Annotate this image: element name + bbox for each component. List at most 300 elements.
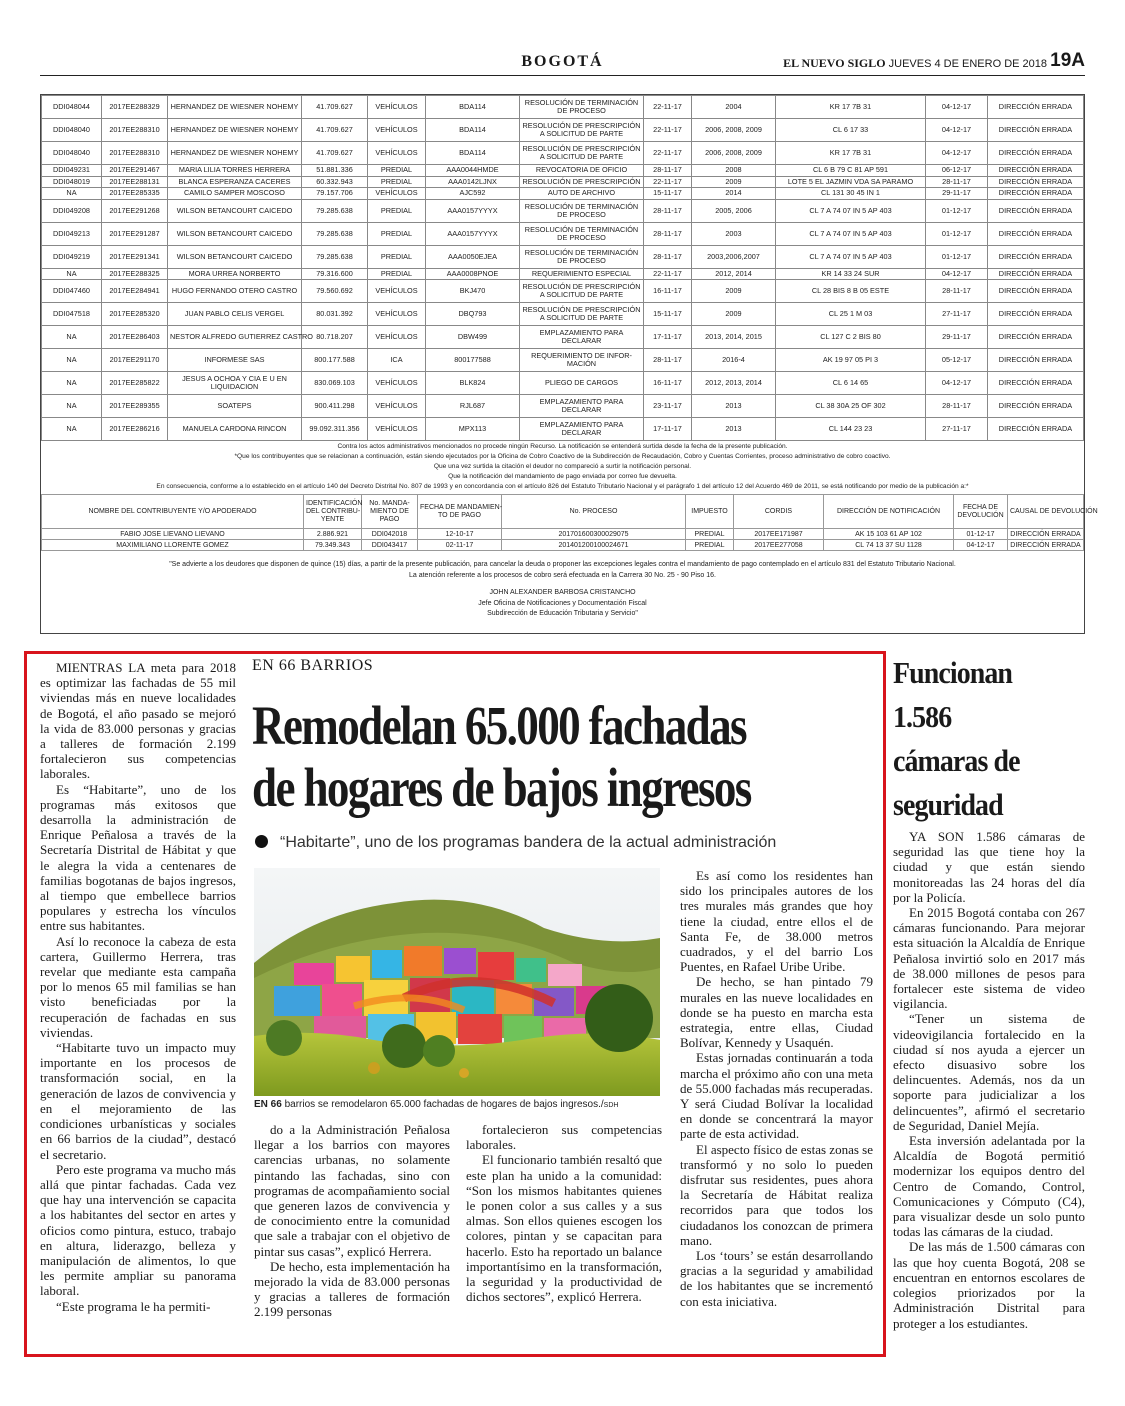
record-cell: VEHÍCULOS xyxy=(368,96,426,119)
paragraph: En 2015 Bogotá contaba con 267 cámaras funcionando. Para mejorar esta situación la Alcaldía de Enrique Peñalosa invirtió solo en 2017 más de 38.000 millones de pesos para fortalecer este sistema de video vigilancia. xyxy=(893,905,1085,1012)
record-cell: PREDIAL xyxy=(368,176,426,188)
returned-header-cell: IMPUESTO xyxy=(686,495,734,529)
record-cell: RESOLUCIÓN DE PRESCRIPCIÓN xyxy=(520,176,644,188)
records-table xyxy=(41,95,1084,441)
record-cell: 2008 xyxy=(692,165,776,177)
record-cell: 2017EE286403 xyxy=(102,326,168,349)
returned-cell: 201401200100024671 xyxy=(502,540,686,551)
record-cell: 800.177.588 xyxy=(302,349,368,372)
record-cell: 28-11-17 xyxy=(644,245,692,268)
record-cell: EMPLAZAMIENTO PARA DECLARAR xyxy=(520,418,644,441)
record-cell: AJC592 xyxy=(426,188,520,200)
record-cell: DIRECCIÓN ERRADA xyxy=(988,199,1084,222)
newspaper-name: EL NUEVO SIGLO xyxy=(783,56,886,70)
paragraph: Es “Habitarte”, uno de los programas más exitosos que desarrolla la administración de Enrique Peñalosa a través de la Secretaría Distrital de Hábitat y que le alegra la vida a centenares de familias bogotanas de bajos ingresos, al tiempo que embellece barrios populares y estrecha los vínculos entre sus habitantes. xyxy=(40,781,236,934)
record-cell: 2017EE289355 xyxy=(102,395,168,418)
record-cell: 2014 xyxy=(692,188,776,200)
record-row xyxy=(42,96,1084,119)
record-cell: 41.709.627 xyxy=(302,142,368,165)
record-cell: 99.092.311.356 xyxy=(302,418,368,441)
record-cell: 22-11-17 xyxy=(644,268,692,280)
returned-cell: DDI042018 xyxy=(362,529,418,540)
paragraph: MIENTRAS LA meta para 2018 es optimizar las fachadas de 55 mil viviendas más en nueve localidades de Bogotá, el año pasado se mejoró la vida de 83.000 personas y gracias a talleres de formación 2.199 fortalecieron sus competencias laborales. xyxy=(40,660,236,782)
record-cell: 2013 xyxy=(692,395,776,418)
record-cell: PREDIAL xyxy=(368,165,426,177)
record-cell: BLK824 xyxy=(426,372,520,395)
record-cell: 2017EE291170 xyxy=(102,349,168,372)
record-cell: 16-11-17 xyxy=(644,372,692,395)
returned-cell: 79.349.343 xyxy=(304,540,362,551)
returned-table xyxy=(41,494,1098,551)
tax-notice xyxy=(40,94,1098,634)
record-cell: 23-11-17 xyxy=(644,395,692,418)
record-cell: 28-11-17 xyxy=(644,165,692,177)
record-cell: RESOLUCIÓN DE TERMINACIÓN DE PROCESO xyxy=(520,199,644,222)
returned-cell: 01-12-17 xyxy=(954,529,1008,540)
record-cell: DDI049208 xyxy=(42,199,102,222)
record-cell: CL 6 B 79 C 81 AP 591 xyxy=(776,165,926,177)
record-cell: NESTOR ALFREDO GUTIERREZ CASTRO xyxy=(168,326,302,349)
returned-cell: 02-11-17 xyxy=(418,540,502,551)
returned-cell: 2.886.921 xyxy=(304,529,362,540)
record-cell: NA xyxy=(42,372,102,395)
record-row xyxy=(42,326,1084,349)
record-cell: DDI047460 xyxy=(42,280,102,303)
article-column-2 xyxy=(254,1122,450,1320)
returned-cell: PREDIAL xyxy=(686,529,734,540)
record-cell: AAA0157YYYX xyxy=(426,199,520,222)
returned-header-cell: FECHA DE DEVOLUCIÓN xyxy=(954,495,1008,529)
record-cell: CL 38 30A 25 OF 302 xyxy=(776,395,926,418)
record-row xyxy=(42,303,1084,326)
record-cell: NA xyxy=(42,418,102,441)
side-headline-line-1: Funcionan xyxy=(893,655,1013,690)
record-row xyxy=(42,245,1084,268)
record-cell: REQUERIMIENTO DE INFOR- MACIÓN xyxy=(520,349,644,372)
record-row xyxy=(42,165,1084,177)
record-cell: PREDIAL xyxy=(368,245,426,268)
record-cell: 2017EE286216 xyxy=(102,418,168,441)
record-cell: DDI049213 xyxy=(42,222,102,245)
record-cell: PLIEGO DE CARGOS xyxy=(520,372,644,395)
returned-header-cell: IDENTIFICACIÓN DEL CONTRIBU- YENTE xyxy=(304,495,362,529)
record-cell: 17-11-17 xyxy=(644,418,692,441)
record-cell: DIRECCIÓN ERRADA xyxy=(988,96,1084,119)
record-cell: 800177588 xyxy=(426,349,520,372)
record-cell: 2017EE285822 xyxy=(102,372,168,395)
record-cell: AAA0142LJNX xyxy=(426,176,520,188)
notice-line: En consecuencia, conforme a lo establecido en el artículo 140 del Decreto Distrital No. 807 de 1993 y en concordancia con el artículo 826 del Estatuto Tributario Nacional y el parágrafo 1 del artículo 12 del Acuerdo 469 de 2011, se está notificando por medio de la publicación a:* xyxy=(156,482,969,490)
notice-line: *Que los contribuyentes que se relacionan a continuación, están siendo ejecutados por la Oficina de Cobro Coactivo de la Subdirección de Recaudación, Cobro y Cuentas Corrientes, proceso administrativo de cobro coactivo. xyxy=(234,452,891,460)
record-row xyxy=(42,372,1084,395)
record-cell: 2006, 2008, 2009 xyxy=(692,119,776,142)
record-cell: 2012, 2013, 2014 xyxy=(692,372,776,395)
paragraph: fortalecieron sus competencias laborales. xyxy=(466,1122,662,1153)
record-cell: KR 17 7B 31 xyxy=(776,142,926,165)
record-cell: 27-11-17 xyxy=(926,418,988,441)
record-cell: DIRECCIÓN ERRADA xyxy=(988,280,1084,303)
record-cell: CL 144 23 23 xyxy=(776,418,926,441)
record-cell: 22-11-17 xyxy=(644,96,692,119)
record-cell: BDA114 xyxy=(426,119,520,142)
record-cell: AAA0050EJEA xyxy=(426,245,520,268)
record-cell: HUGO FERNANDO OTERO CASTRO xyxy=(168,280,302,303)
record-cell: 2017EE291287 xyxy=(102,222,168,245)
record-cell: DDI048044 xyxy=(42,96,102,119)
photo-caption xyxy=(254,1099,618,1110)
notice-line: Que la notificación del mandamiento de pago enviada por correo fue devuelta. xyxy=(448,472,677,480)
record-cell: 22-11-17 xyxy=(644,119,692,142)
record-cell: 29-11-17 xyxy=(926,326,988,349)
returned-cell: 12-10-17 xyxy=(418,529,502,540)
record-cell: NA xyxy=(42,268,102,280)
header-meta xyxy=(783,56,1047,71)
returned-row xyxy=(42,540,1084,551)
returned-header-cell: No. PROCESO xyxy=(502,495,686,529)
returned-row xyxy=(42,529,1084,540)
record-cell: 2006, 2008, 2009 xyxy=(692,142,776,165)
record-cell: AAA0157YYYX xyxy=(426,222,520,245)
record-cell: 28-11-17 xyxy=(926,280,988,303)
record-row xyxy=(42,142,1084,165)
page-header xyxy=(40,50,1085,76)
issue-date: JUEVES 4 DE ENERO DE 2018 xyxy=(888,58,1047,70)
record-cell: KR 14 33 24 SUR xyxy=(776,268,926,280)
record-cell: 28-11-17 xyxy=(644,222,692,245)
record-cell: 29-11-17 xyxy=(926,188,988,200)
record-row xyxy=(42,222,1084,245)
record-cell: REQUERIMIENTO ESPECIAL xyxy=(520,268,644,280)
record-row xyxy=(42,418,1084,441)
caption-lead: EN 66 xyxy=(254,1099,282,1110)
returned-cell: 04-12-17 xyxy=(954,540,1008,551)
record-cell: RESOLUCIÓN DE TERMINACIÓN DE PROCESO xyxy=(520,222,644,245)
article-headline xyxy=(252,695,760,819)
side-headline-line-4: seguridad xyxy=(893,787,1003,822)
record-cell: BKJ470 xyxy=(426,280,520,303)
record-cell: CL 131 30 45 IN 1 xyxy=(776,188,926,200)
paragraph: Pero este programa va mucho más allá que pintar fachadas. Cada vez que hay una intervención se capacita a los habitantes del sector en artes y oficios como pintura, estuco, trabajo en altura, liderazgo, belleza y manipulación de alimentos, lo que les permite ampliar su panorama laboral. xyxy=(40,1161,236,1299)
record-cell: 2017EE288310 xyxy=(102,142,168,165)
returned-header-row xyxy=(42,495,1084,529)
paragraph: “Habitarte tuvo un impacto muy importante en los procesos de transformación social, en la generación de lazos de convivencia y en el mejoramiento de las condiciones urbanísticas y sociales en 66 barrios de la ciudad”, destacó el secretario. xyxy=(40,1040,236,1162)
record-cell: VEHÍCULOS xyxy=(368,280,426,303)
returned-header-cell: No. MANDA- MIENTO DE PAGO xyxy=(362,495,418,529)
record-cell: 51.881.336 xyxy=(302,165,368,177)
notice-footer-line: "Se advierte a los deudores que disponen de quince (15) días, a partir de la presente publicación, para cancelar la deuda o proponer las excepciones legales contra el mandamiento de pago contemplado en el artículo 831 del Estatuto Tributario Nacional. xyxy=(169,561,956,569)
record-cell: 28-11-17 xyxy=(926,176,988,188)
returned-cell: FABIO JOSE LIEVANO LIEVANO xyxy=(42,529,304,540)
record-cell: 2016-4 xyxy=(692,349,776,372)
record-cell: 830.069.103 xyxy=(302,372,368,395)
headline-line-2: de hogares de bajos ingresos xyxy=(252,757,751,818)
record-cell: 2017EE291268 xyxy=(102,199,168,222)
section-name: BOGOTÁ xyxy=(521,53,604,70)
photo-credit: SDH xyxy=(603,1102,619,1109)
returned-cell: PREDIAL xyxy=(686,540,734,551)
record-cell: 41.709.627 xyxy=(302,96,368,119)
returned-header-cell: FECHA DE MANDAMIEN- TO DE PAGO xyxy=(418,495,502,529)
record-cell: LOTE 5 EL JAZMIN VDA SA PARAMO xyxy=(776,176,926,188)
record-cell: 15-11-17 xyxy=(644,303,692,326)
record-cell: DIRECCIÓN ERRADA xyxy=(988,418,1084,441)
record-cell: NA xyxy=(42,326,102,349)
record-cell: 28-11-17 xyxy=(644,199,692,222)
record-cell: ICA xyxy=(368,349,426,372)
record-cell: AUTO DE ARCHIVO xyxy=(520,188,644,200)
returned-cell: DIRECCIÓN ERRADA xyxy=(1008,529,1084,540)
paragraph: Esta inversión adelantada por la Alcaldía de Bogotá permitió modernizar los equipos dentro del Centro de Comando, Control, Comunicaciones y Cómputo (C4), para visualizar desde un solo punto todas las cámaras de la ciudad. xyxy=(893,1133,1085,1240)
record-cell: CL 28 BIS 8 B 05 ESTE xyxy=(776,280,926,303)
side-headline xyxy=(893,651,1073,827)
record-cell: MPX113 xyxy=(426,418,520,441)
record-cell: DBQ793 xyxy=(426,303,520,326)
record-cell: DIRECCIÓN ERRADA xyxy=(988,268,1084,280)
record-cell: CL 6 14 65 xyxy=(776,372,926,395)
notice-footer xyxy=(41,559,1084,582)
paragraph: De hecho, se han pintado 79 murales en las nueve localidades en donde se ha puesto en marcha esta estrategia, entre ellas, Ciudad Bolívar, Kennedy y Usaquén. xyxy=(680,974,873,1051)
record-cell: WILSON BETANCOURT CAICEDO xyxy=(168,245,302,268)
record-cell: 79.560.692 xyxy=(302,280,368,303)
record-cell: DDI048040 xyxy=(42,142,102,165)
record-cell: DDI048019 xyxy=(42,176,102,188)
returned-cell: MAXIMILIANO LLORENTE GOMEZ xyxy=(42,540,304,551)
record-cell: 22-11-17 xyxy=(644,142,692,165)
record-cell: WILSON BETANCOURT CAICEDO xyxy=(168,199,302,222)
colorful-hillside-houses-image xyxy=(254,868,660,1096)
record-cell: HERNANDEZ DE WIESNER NOHEMY xyxy=(168,119,302,142)
record-cell: NA xyxy=(42,349,102,372)
record-cell: 2017EE288325 xyxy=(102,268,168,280)
record-cell: AAA0008PNOE xyxy=(426,268,520,280)
record-cell: 04-12-17 xyxy=(926,372,988,395)
returned-header-cell: NOMBRE DEL CONTRIBUYENTE Y/O APODERADO xyxy=(42,495,304,529)
record-cell: 22-11-17 xyxy=(644,176,692,188)
notice-line: Que una vez surtida la citación el deudor no compareció a surtir la notificación personal. xyxy=(433,462,692,470)
record-cell: VEHÍCULOS xyxy=(368,326,426,349)
record-cell: 60.332.943 xyxy=(302,176,368,188)
record-cell: DIRECCIÓN ERRADA xyxy=(988,142,1084,165)
record-cell: SOATEPS xyxy=(168,395,302,418)
record-cell: DIRECCIÓN ERRADA xyxy=(988,119,1084,142)
record-cell: 04-12-17 xyxy=(926,142,988,165)
record-cell: 01-12-17 xyxy=(926,199,988,222)
record-cell: DIRECCIÓN ERRADA xyxy=(988,165,1084,177)
article-subtitle xyxy=(255,834,776,852)
record-row xyxy=(42,188,1084,200)
record-cell: VEHÍCULOS xyxy=(368,188,426,200)
record-cell: MORA URREA NORBERTO xyxy=(168,268,302,280)
side-headline-line-3: cámaras de xyxy=(893,743,1020,778)
paragraph: Estas jornadas continuarán a toda marcha el próximo año con una meta de 55.000 fachadas más recuperadas. Y será Ciudad Bolívar la localidad en donde se concentrará la mayor parte de esta actividad. xyxy=(680,1050,873,1142)
record-cell: VEHÍCULOS xyxy=(368,119,426,142)
record-cell: HERNANDEZ DE WIESNER NOHEMY xyxy=(168,142,302,165)
side-body xyxy=(893,829,1085,1331)
notice-line: Contra los actos administrativos mencionados no procede ningún Recurso. La notificación se entenderá surtida desde la fecha de la presente publicación. xyxy=(337,443,788,450)
record-cell: VEHÍCULOS xyxy=(368,303,426,326)
record-cell: DIRECCIÓN ERRADA xyxy=(988,349,1084,372)
record-cell: RESOLUCIÓN DE TERMINACIÓN DE PROCESO xyxy=(520,245,644,268)
record-cell: 28-11-17 xyxy=(644,349,692,372)
paragraph: De hecho, esta implementación ha mejorado la vida de 83.000 personas y gracias a talleres de formación 2.199 personas xyxy=(254,1258,450,1320)
paragraph: YA SON 1.586 cámaras de seguridad las que tiene hoy la ciudad y que están siendo monitoreadas las 24 horas del día por la Policía. xyxy=(893,829,1085,905)
record-cell: CL 7 A 74 07 IN 5 AP 403 xyxy=(776,245,926,268)
record-cell: BDA114 xyxy=(426,96,520,119)
record-cell: 15-11-17 xyxy=(644,188,692,200)
record-cell: NA xyxy=(42,188,102,200)
record-cell: 04-12-17 xyxy=(926,119,988,142)
notice-footer-line: La atención referente a los procesos de cobro será efectuada en la Carrera 30 No. 25 - 90 Piso 16. xyxy=(408,571,717,579)
record-cell: RESOLUCIÓN DE TERMINACIÓN DE PROCESO xyxy=(520,96,644,119)
record-cell: 2003,2006,2007 xyxy=(692,245,776,268)
record-cell: RESOLUCIÓN DE PRESCRIPCIÓN A SOLICITUD DE PARTE xyxy=(520,142,644,165)
returned-cell: 2017EE171987 xyxy=(734,529,824,540)
record-cell: 2012, 2014 xyxy=(692,268,776,280)
record-cell: 2013, 2014, 2015 xyxy=(692,326,776,349)
record-row xyxy=(42,280,1084,303)
record-cell: CL 25 1 M 03 xyxy=(776,303,926,326)
returned-cell: AK 15 103 61 AP 102 xyxy=(824,529,954,540)
returned-cell: DDI043417 xyxy=(362,540,418,551)
returned-cell: DIRECCIÓN ERRADA xyxy=(1008,540,1084,551)
record-cell: 04-12-17 xyxy=(926,96,988,119)
record-cell: DIRECCIÓN ERRADA xyxy=(988,176,1084,188)
record-cell: PREDIAL xyxy=(368,199,426,222)
record-row xyxy=(42,268,1084,280)
record-cell: 79.316.600 xyxy=(302,268,368,280)
signature-block xyxy=(41,588,1084,620)
record-cell: KR 17 7B 31 xyxy=(776,96,926,119)
record-cell: VEHÍCULOS xyxy=(368,418,426,441)
page-number: 19A xyxy=(1050,50,1085,71)
record-cell: AAA0044HMDE xyxy=(426,165,520,177)
subtitle-text: “Habitarte”, uno de los programas bandera de la actual administración xyxy=(280,834,777,851)
caption-text: barrios se remodelaron 65.000 fachadas de hogares de bajos ingresos./ xyxy=(281,1099,604,1110)
record-cell: 2017EE291467 xyxy=(102,165,168,177)
record-cell: HERNANDEZ DE WIESNER NOHEMY xyxy=(168,96,302,119)
record-cell: DIRECCIÓN ERRADA xyxy=(988,222,1084,245)
record-row xyxy=(42,119,1084,142)
record-cell: DIRECCIÓN ERRADA xyxy=(988,372,1084,395)
article-column-4 xyxy=(680,868,873,1309)
record-cell: DIRECCIÓN ERRADA xyxy=(988,303,1084,326)
signature-line: Subdirección de Educación Tributaria y Servicio" xyxy=(487,610,638,618)
signature-line: JOHN ALEXANDER BARBOSA CRISTANCHO xyxy=(489,589,636,597)
record-cell: 41.709.627 xyxy=(302,119,368,142)
record-cell: 2017EE291341 xyxy=(102,245,168,268)
record-cell: 05-12-17 xyxy=(926,349,988,372)
record-cell: BDA114 xyxy=(426,142,520,165)
record-cell: DDI049231 xyxy=(42,165,102,177)
record-cell: JUAN PABLO CELIS VERGEL xyxy=(168,303,302,326)
record-cell: 79.285.638 xyxy=(302,222,368,245)
record-cell: 80.718.207 xyxy=(302,326,368,349)
record-cell: 2004 xyxy=(692,96,776,119)
returned-header-cell: CAUSAL DE DEVOLUCIÓN xyxy=(1008,495,1084,529)
record-cell: CL 127 C 2 BIS 80 xyxy=(776,326,926,349)
record-cell: DIRECCIÓN ERRADA xyxy=(988,188,1084,200)
paragraph: El aspecto físico de estas zonas se transformó y no solo lo pueden disfrutar sus residentes, pues ahora la Secretaría de Hábitat realiza recorridos para que todos los ciudadanos los conozcan de primera mano. xyxy=(680,1141,873,1248)
record-cell: 2017EE284941 xyxy=(102,280,168,303)
record-cell: WILSON BETANCOURT CAICEDO xyxy=(168,222,302,245)
record-cell: 2009 xyxy=(692,280,776,303)
paragraph: do a la Administración Peñalosa llegar a los barrios con mayores carencias urbanas, no solamente pintando las fachadas, sino con programas de acompañamiento social que generen lazos de convivencia y de conocimiento entre la comunidad que sale a trabajar con el objetivo de pintar sus casas”, explicó Herrera. xyxy=(254,1122,451,1259)
record-cell: RESOLUCIÓN DE PRESCRIPCIÓN A SOLICITUD DE PARTE xyxy=(520,303,644,326)
record-cell: REVOCATORIA DE OFICIO xyxy=(520,165,644,177)
paragraph: “Este programa le ha permiti- xyxy=(56,1298,211,1314)
record-cell: NA xyxy=(42,395,102,418)
record-cell: 2017EE285335 xyxy=(102,188,168,200)
record-cell: CL 7 A 74 07 IN 5 AP 403 xyxy=(776,199,926,222)
record-cell: 2003 xyxy=(692,222,776,245)
record-cell: VEHÍCULOS xyxy=(368,372,426,395)
signature-line: Jefe Oficina de Notificaciones y Documentación Fiscal xyxy=(478,599,647,607)
record-cell: MANUELA CARDONA RINCON xyxy=(168,418,302,441)
returned-cell: 2017EE277058 xyxy=(734,540,824,551)
record-cell: CL 6 17 33 xyxy=(776,119,926,142)
bullet-icon xyxy=(255,835,268,848)
record-cell: 79.157.706 xyxy=(302,188,368,200)
record-cell: PREDIAL xyxy=(368,222,426,245)
record-cell: 2017EE285320 xyxy=(102,303,168,326)
record-cell: 16-11-17 xyxy=(644,280,692,303)
record-cell: 28-11-17 xyxy=(926,395,988,418)
record-cell: EMPLAZAMIENTO PARA DECLARAR xyxy=(520,395,644,418)
record-cell: AK 19 97 05 PI 3 xyxy=(776,349,926,372)
article-column-1 xyxy=(40,660,236,1314)
record-cell: VEHÍCULOS xyxy=(368,142,426,165)
record-row xyxy=(42,176,1084,188)
record-cell: 2005, 2006 xyxy=(692,199,776,222)
record-cell: RESOLUCIÓN DE PRESCRIPCIÓN A SOLICITUD DE PARTE xyxy=(520,119,644,142)
record-cell: 2009 xyxy=(692,176,776,188)
record-row xyxy=(42,199,1084,222)
record-cell: 79.285.638 xyxy=(302,199,368,222)
paragraph: Es así como los residentes han sido los principales autores de los tres murales más grandes que hoy tiene la ciudad, entre ellos el de Santa Fe, de 38.000 metros cuadrados, y el del barrio Los Puentes, en Rafael Uribe Uribe. xyxy=(680,868,873,975)
record-cell: 80.031.392 xyxy=(302,303,368,326)
paragraph: De las más de 1.500 cámaras con las que hoy cuenta Bogotá, 208 se encuentran en entornos escolares de colegios priorizados por la Administración Distrital para proteger a los estudiantes. xyxy=(893,1239,1085,1331)
record-cell: 2017EE288131 xyxy=(102,176,168,188)
headline-line-1: Remodelan 65.000 fachadas xyxy=(252,695,746,756)
record-cell: 06-12-17 xyxy=(926,165,988,177)
paragraph: El funcionario también resaltó que este plan ha unido a la comunidad: “Son los mismos habitantes quienes le ponen color a sus calles y a sus almas. Son ellos quienes escogen los colores, pintan y se capacitan para hacerlo. Esto ha reportado un balance importantísimo en la transformación, la seguridad y la productividad de dichos sectores”, explicó Herrera. xyxy=(466,1152,662,1305)
article-kicker: EN 66 BARRIOS xyxy=(252,657,374,674)
paragraph: Así lo reconoce la cabeza de esta cartera, Guillermo Herrera, tras revelar que mediante esta campaña por lo menos 65 mil familias se han visto beneficiadas por la recuperación de fachadas en sus viviendas. xyxy=(40,933,236,1040)
record-cell: 2009 xyxy=(692,303,776,326)
record-cell: 04-12-17 xyxy=(926,268,988,280)
record-cell: VEHÍCULOS xyxy=(368,395,426,418)
record-cell: DDI047518 xyxy=(42,303,102,326)
record-row xyxy=(42,349,1084,372)
record-cell: EMPLAZAMIENTO PARA DECLARAR xyxy=(520,326,644,349)
record-cell: BLANCA ESPERANZA CACERES xyxy=(168,176,302,188)
record-row xyxy=(42,395,1084,418)
record-cell: DIRECCIÓN ERRADA xyxy=(988,245,1084,268)
record-cell: INFORMESE SAS xyxy=(168,349,302,372)
record-cell: DBW499 xyxy=(426,326,520,349)
returned-cell: CL 74 13 37 SU 1128 xyxy=(824,540,954,551)
returned-header-cell: CORDIS xyxy=(734,495,824,529)
article-column-3 xyxy=(466,1122,662,1304)
record-cell: 900.411.298 xyxy=(302,395,368,418)
paragraph: Los ‘tours’ se están desarrollando gracias a la seguridad y amabilidad de los habitantes que se incrementó con esta iniciativa. xyxy=(680,1248,873,1309)
record-cell: 01-12-17 xyxy=(926,245,988,268)
record-cell: CL 7 A 74 07 IN 5 AP 403 xyxy=(776,222,926,245)
record-cell: DDI049219 xyxy=(42,245,102,268)
record-cell: 2017EE288310 xyxy=(102,119,168,142)
record-cell: 2013 xyxy=(692,418,776,441)
record-cell: 79.285.638 xyxy=(302,245,368,268)
